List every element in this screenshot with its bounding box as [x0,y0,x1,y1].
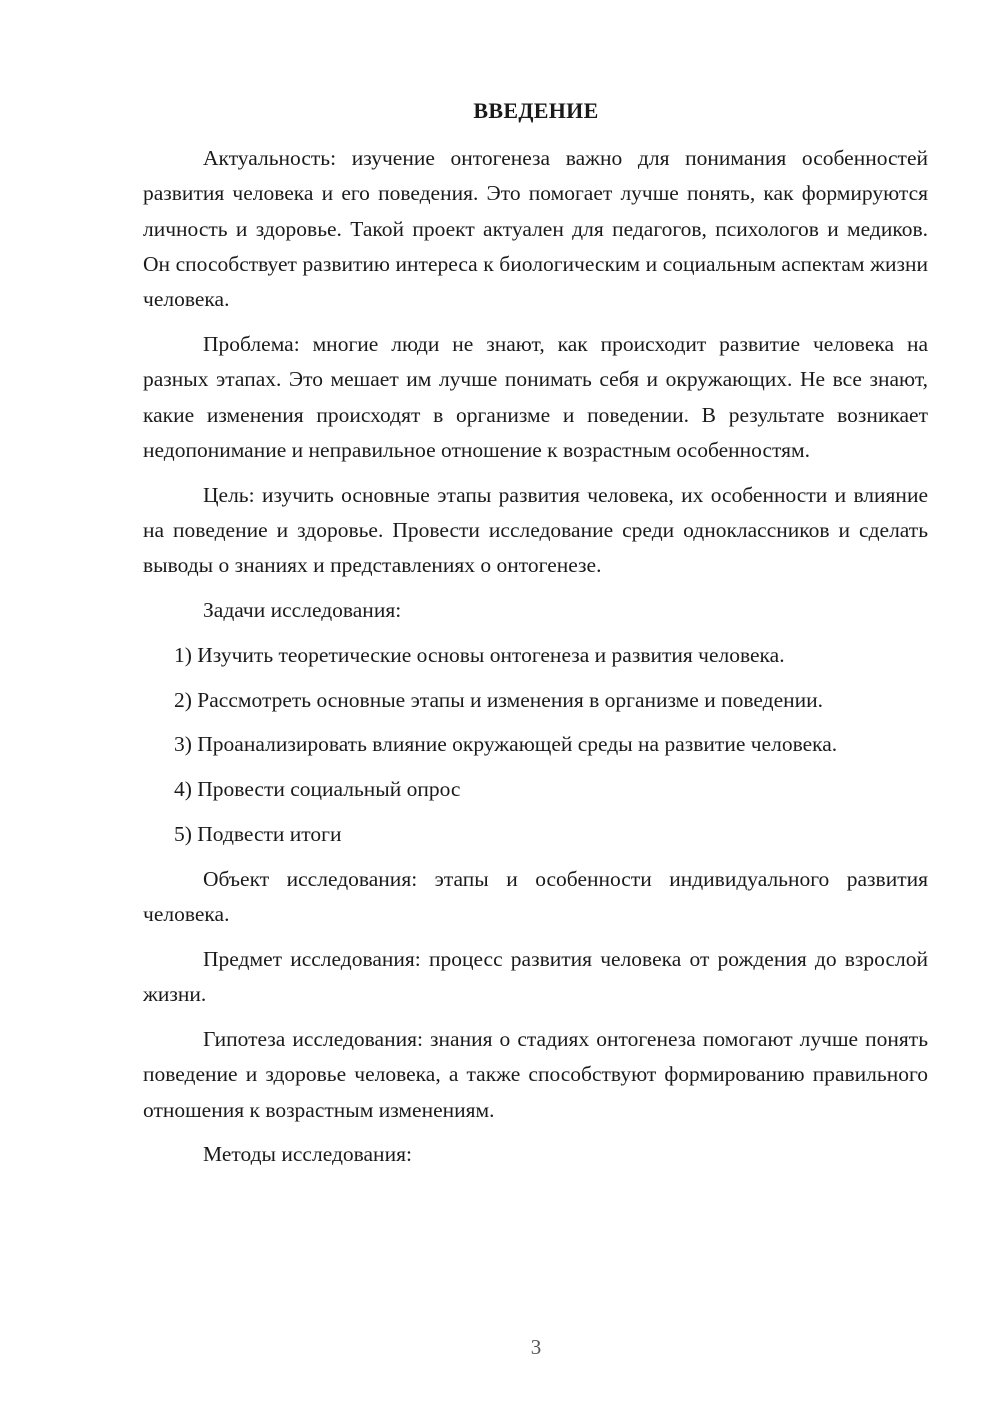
paragraph-goal: Цель: изучить основные этапы развития человека, их особенности и влияние на поведение и здоровье. Провести исследование среди одноклассников и сделать выводы о знаниях и представлениях о онтогенезе. [143,482,928,578]
document-body [143,141,928,1182]
paragraph-tasks-heading: Задачи исследования: [203,598,402,623]
page-title: ВВЕДЕНИЕ [473,98,599,123]
page-number: 3 [530,1335,542,1359]
list-item-task-2: 2) Рассмотреть основные этапы и изменения в организме и поведении. [174,687,823,712]
paragraph-methods: Методы исследования: [203,1142,412,1167]
paragraph-subject: Предмет исследования: процесс развития человека от рождения до взрослой жизни. [143,946,928,1007]
list-item-task-3: 3) Проанализировать влияние окружающей среды на развитие человека. [174,732,838,757]
paragraph-problem: Проблема: многие люди не знают, как происходит развитие человека на разных этапах. Это мешает им лучше понимать себя и окружающих. Не все знают, какие изменения происходят в организме и поведении. В результате возникает недопонимание и неправильное отношение к возрастным особенностям. [143,331,928,462]
paragraph-hypothesis: Гипотеза исследования: знания о стадиях онтогенеза помогают лучше понять поведение и здоровье человека, а также способствуют формированию правильного отношения к возрастным изменениям. [143,1027,928,1122]
list-item-task-5: 5) Подвести итоги [174,822,342,847]
list-item-task-4: 4) Провести социальный опрос [174,777,461,802]
paragraph-relevance: Актуальность: изучение онтогенеза важно для понимания особенностей развития человека и его поведения. Это помогает лучше понять, как формируются личность и здоровье. Такой проект актуален для педагогов, психологов и медиков. Он способствует развитию интереса к биологическим и социальным аспектам жизни человека. [143,146,928,312]
list-item-task-1: 1) Изучить теоретические основы онтогенеза и развития человека. [174,642,785,667]
paragraph-object: Объект исследования: этапы и особенности индивидуального развития человека. [143,866,928,927]
